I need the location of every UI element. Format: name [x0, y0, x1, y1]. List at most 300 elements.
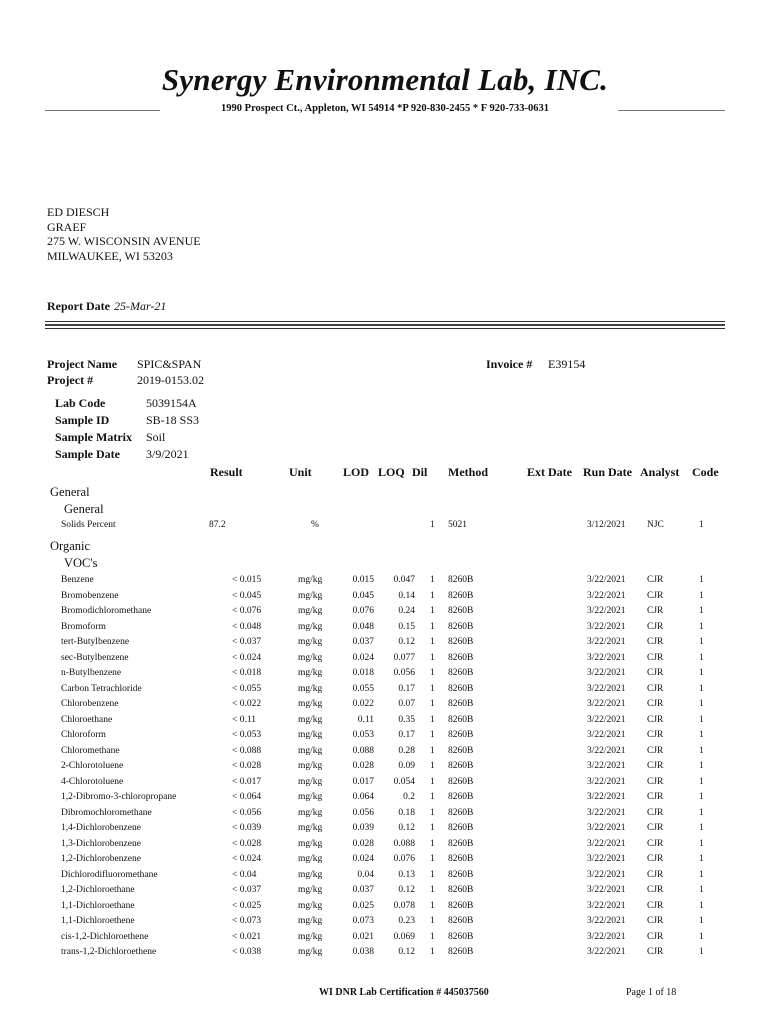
- table-row: [0, 761, 770, 777]
- code-value: 1: [699, 637, 704, 647]
- run-date-value: 3/22/2021: [587, 637, 626, 647]
- lod-value: 0.028: [352, 838, 374, 849]
- loq-value: 0.088: [393, 838, 415, 849]
- analyst-value: CJR: [647, 761, 664, 771]
- method-value: 8260B: [448, 637, 474, 647]
- result-value: 87.2: [209, 520, 226, 530]
- method-value: 8260B: [448, 683, 474, 694]
- unit-value: mg/kg: [298, 668, 323, 678]
- run-date-value: 3/22/2021: [587, 916, 626, 926]
- code-value: 1: [699, 916, 704, 926]
- sample-date-value: 3/9/2021: [146, 447, 189, 461]
- dil-value: 1: [430, 854, 435, 864]
- analyte-name: Dibromochloromethane: [61, 807, 152, 818]
- analyst-value: CJR: [647, 606, 664, 616]
- result-value: < 0.045: [232, 590, 262, 601]
- col-header-loq: LOQ: [378, 465, 405, 479]
- table-row: [0, 520, 770, 536]
- col-header-result: Result: [210, 465, 243, 479]
- unit-value: mg/kg: [298, 699, 323, 709]
- method-value: 8260B: [448, 730, 474, 740]
- category-general: General: [50, 485, 90, 499]
- unit-value: mg/kg: [298, 683, 323, 694]
- run-date-value: 3/22/2021: [587, 761, 626, 771]
- run-date-value: 3/22/2021: [587, 838, 626, 849]
- analyte-name: 1,2-Dichlorobenzene: [61, 854, 141, 864]
- result-value: < 0.017: [232, 776, 262, 787]
- result-value: < 0.021: [232, 931, 262, 942]
- table-row: [0, 901, 770, 917]
- method-value: 8260B: [448, 885, 474, 895]
- table-row: [0, 746, 770, 762]
- run-date-value: 3/22/2021: [587, 745, 626, 756]
- dil-value: 1: [430, 947, 435, 957]
- table-row: [0, 684, 770, 700]
- loq-value: 0.13: [398, 869, 415, 880]
- dil-value: 1: [430, 916, 435, 926]
- method-value: 8260B: [448, 761, 474, 771]
- loq-value: 0.069: [393, 931, 415, 942]
- lod-value: 0.073: [352, 916, 374, 926]
- loq-value: 0.12: [398, 823, 415, 833]
- run-date-value: 3/22/2021: [587, 730, 626, 740]
- table-row: [0, 715, 770, 731]
- unit-value: mg/kg: [298, 714, 323, 725]
- unit-value: mg/kg: [298, 776, 323, 787]
- analyte-name: Chloromethane: [61, 745, 120, 756]
- code-value: 1: [699, 652, 704, 663]
- run-date-value: 3/22/2021: [587, 776, 626, 787]
- lod-value: 0.048: [352, 621, 374, 632]
- analyst-value: CJR: [647, 792, 664, 802]
- result-value: < 0.024: [232, 854, 262, 864]
- unit-value: mg/kg: [298, 730, 323, 740]
- sample-date-label: Sample Date: [55, 447, 120, 461]
- client-city: MILWAUKEE, WI 53203: [47, 248, 173, 263]
- analyte-name: Chloroform: [61, 730, 106, 740]
- loq-value: 0.054: [393, 776, 415, 787]
- result-value: < 0.064: [232, 792, 262, 802]
- lod-value: 0.037: [352, 637, 374, 647]
- lod-value: 0.037: [352, 885, 374, 895]
- divider-middle: [45, 324, 725, 326]
- unit-value: mg/kg: [298, 761, 323, 771]
- analyte-name: Benzene: [61, 575, 94, 585]
- method-value: 8260B: [448, 807, 474, 818]
- lab-address: 1990 Prospect Ct., Appleton, WI 54914 *P 920-830-2455 * F 920-733-0631: [221, 103, 549, 114]
- analyte-name: sec-Butylbenzene: [61, 652, 129, 663]
- analyte-name: 1,3-Dichlorobenzene: [61, 838, 141, 849]
- analyst-value: CJR: [647, 823, 664, 833]
- loq-value: 0.14: [398, 590, 415, 601]
- loq-value: 0.047: [393, 575, 415, 585]
- project-number-value: 2019-0153.02: [137, 373, 204, 387]
- analyst-value: CJR: [647, 869, 664, 880]
- lod-value: 0.028: [352, 761, 374, 771]
- code-value: 1: [699, 699, 704, 709]
- loq-value: 0.12: [398, 885, 415, 895]
- method-value: 8260B: [448, 900, 474, 911]
- analyte-name: Bromobenzene: [61, 590, 119, 601]
- run-date-value: 3/12/2021: [587, 520, 626, 530]
- dil-value: 1: [430, 745, 435, 756]
- client-company: GRAEF: [47, 219, 87, 234]
- code-value: 1: [699, 714, 704, 725]
- analyte-name: Chlorobenzene: [61, 699, 119, 709]
- col-header-unit: Unit: [289, 465, 312, 479]
- sample-matrix-value: Soil: [146, 430, 166, 444]
- unit-value: mg/kg: [298, 792, 323, 802]
- result-value: < 0.039: [232, 823, 262, 833]
- dil-value: 1: [430, 761, 435, 771]
- dil-value: 1: [430, 683, 435, 694]
- table-row: [0, 575, 770, 591]
- unit-value: mg/kg: [298, 621, 323, 632]
- unit-value: mg/kg: [298, 652, 323, 663]
- table-row: [0, 885, 770, 901]
- table-row: [0, 591, 770, 607]
- run-date-value: 3/22/2021: [587, 575, 626, 585]
- method-value: 8260B: [448, 854, 474, 864]
- run-date-value: 3/22/2021: [587, 807, 626, 818]
- method-value: 8260B: [448, 823, 474, 833]
- loq-value: 0.078: [393, 900, 415, 911]
- loq-value: 0.12: [398, 947, 415, 957]
- dil-value: 1: [430, 823, 435, 833]
- method-value: 8260B: [448, 838, 474, 849]
- table-row: [0, 854, 770, 870]
- code-value: 1: [699, 838, 704, 849]
- code-value: 1: [699, 761, 704, 771]
- divider-bottom: [45, 328, 725, 329]
- lod-value: 0.064: [352, 792, 374, 802]
- dil-value: 1: [430, 900, 435, 911]
- loq-value: 0.24: [398, 606, 415, 616]
- lod-value: 0.11: [357, 714, 374, 725]
- dil-value: 1: [430, 668, 435, 678]
- run-date-value: 3/22/2021: [587, 606, 626, 616]
- unit-value: mg/kg: [298, 823, 323, 833]
- run-date-value: 3/22/2021: [587, 900, 626, 911]
- table-row: [0, 792, 770, 808]
- analyte-name: tert-Butylbenzene: [61, 637, 130, 647]
- unit-value: mg/kg: [298, 900, 323, 911]
- result-value: < 0.028: [232, 761, 262, 771]
- method-value: 8260B: [448, 621, 474, 632]
- col-header-run-date: Run Date: [583, 465, 633, 479]
- loq-value: 0.35: [398, 714, 415, 725]
- result-value: < 0.048: [232, 621, 262, 632]
- loq-value: 0.28: [398, 745, 415, 756]
- table-row: [0, 730, 770, 746]
- lod-value: 0.024: [352, 652, 374, 663]
- table-row: [0, 932, 770, 948]
- analyst-value: CJR: [647, 947, 664, 957]
- subcategory-vocs: VOC's: [64, 556, 98, 570]
- analyte-name: cis-1,2-Dichloroethene: [61, 931, 149, 942]
- lod-value: 0.025: [352, 900, 374, 911]
- dil-value: 1: [430, 590, 435, 601]
- loq-value: 0.076: [393, 854, 415, 864]
- analyst-value: CJR: [647, 807, 664, 818]
- result-value: < 0.018: [232, 668, 262, 678]
- table-row: [0, 699, 770, 715]
- result-value: < 0.015: [232, 575, 262, 585]
- analyte-name: 1,1-Dichloroethene: [61, 916, 135, 926]
- analyte-name: 4-Chlorotoluene: [61, 776, 124, 787]
- table-row: [0, 947, 770, 963]
- table-row: [0, 916, 770, 932]
- dil-value: 1: [430, 520, 435, 530]
- project-name-value: SPIC&SPAN: [137, 357, 202, 371]
- analyst-value: CJR: [647, 916, 664, 926]
- analyst-value: CJR: [647, 854, 664, 864]
- run-date-value: 3/22/2021: [587, 652, 626, 663]
- dil-value: 1: [430, 699, 435, 709]
- result-value: < 0.037: [232, 637, 262, 647]
- run-date-value: 3/22/2021: [587, 885, 626, 895]
- method-value: 8260B: [448, 668, 474, 678]
- analyst-value: CJR: [647, 699, 664, 709]
- table-row: [0, 622, 770, 638]
- unit-value: mg/kg: [298, 745, 323, 756]
- analyte-name: Bromodichloromethane: [61, 606, 152, 616]
- run-date-value: 3/22/2021: [587, 931, 626, 942]
- dil-value: 1: [430, 838, 435, 849]
- table-row: [0, 606, 770, 622]
- analyst-value: CJR: [647, 590, 664, 601]
- loq-value: 0.17: [398, 683, 415, 694]
- dil-value: 1: [430, 931, 435, 942]
- loq-value: 0.15: [398, 621, 415, 632]
- unit-value: mg/kg: [298, 606, 323, 616]
- result-value: < 0.073: [232, 916, 262, 926]
- method-value: 8260B: [448, 652, 474, 663]
- lab-certification: WI DNR Lab Certification # 445037560: [319, 987, 489, 998]
- lod-value: 0.04: [357, 869, 374, 880]
- analyst-value: CJR: [647, 714, 664, 725]
- code-value: 1: [699, 621, 704, 632]
- code-value: 1: [699, 931, 704, 942]
- loq-value: 0.07: [398, 699, 415, 709]
- client-street: 275 W. WISCONSIN AVENUE: [47, 234, 201, 248]
- report-date: [47, 299, 166, 314]
- code-value: 1: [699, 590, 704, 601]
- analyst-value: CJR: [647, 900, 664, 911]
- unit-value: mg/kg: [298, 575, 323, 585]
- code-value: 1: [699, 900, 704, 911]
- result-value: < 0.11: [232, 714, 257, 725]
- loq-value: 0.2: [403, 792, 415, 802]
- result-value: < 0.076: [232, 606, 262, 616]
- lab-code-value: 5039154A: [146, 396, 197, 410]
- analyte-name: 1,2-Dibromo-3-chloropropane: [61, 792, 177, 802]
- unit-value: mg/kg: [298, 885, 323, 895]
- lod-value: 0.045: [352, 590, 374, 601]
- run-date-value: 3/22/2021: [587, 714, 626, 725]
- dil-value: 1: [430, 807, 435, 818]
- analyst-value: CJR: [647, 637, 664, 647]
- loq-value: 0.077: [393, 652, 415, 663]
- code-value: 1: [699, 520, 704, 530]
- page-number: Page 1 of 18: [626, 987, 677, 998]
- sample-id-value: SB-18 SS3: [146, 413, 200, 427]
- table-row: [0, 823, 770, 839]
- method-value: 8260B: [448, 947, 474, 957]
- invoice-value: E39154: [548, 357, 586, 371]
- col-header-method: Method: [448, 465, 488, 479]
- code-value: 1: [699, 730, 704, 740]
- sample-matrix-label: Sample Matrix: [55, 430, 132, 444]
- analyst-value: CJR: [647, 776, 664, 787]
- code-value: 1: [699, 745, 704, 756]
- method-value: 8260B: [448, 776, 474, 787]
- col-header-code: Code: [692, 465, 719, 479]
- lod-value: 0.056: [352, 807, 374, 818]
- analyte-name: n-Butylbenzene: [61, 668, 122, 678]
- run-date-value: 3/22/2021: [587, 869, 626, 880]
- result-value: < 0.024: [232, 652, 262, 663]
- col-header-dil: Dil: [412, 465, 428, 479]
- code-value: 1: [699, 776, 704, 787]
- lab-name: Synergy Environmental Lab, INC.: [161, 62, 609, 97]
- result-value: < 0.04: [232, 869, 257, 880]
- code-value: 1: [699, 807, 704, 818]
- analyte-name: 1,2-Dichloroethane: [61, 885, 135, 895]
- analyst-value: CJR: [647, 730, 664, 740]
- dil-value: 1: [430, 637, 435, 647]
- dil-value: 1: [430, 885, 435, 895]
- dil-value: 1: [430, 714, 435, 725]
- report-date-label: Report Date: [47, 299, 110, 313]
- unit-value: mg/kg: [298, 838, 323, 849]
- table-row: [0, 777, 770, 793]
- lod-value: 0.021: [352, 931, 374, 942]
- lod-value: 0.038: [352, 947, 374, 957]
- unit-value: mg/kg: [298, 637, 323, 647]
- dil-value: 1: [430, 776, 435, 787]
- result-value: < 0.055: [232, 683, 262, 694]
- run-date-value: 3/22/2021: [587, 823, 626, 833]
- run-date-value: 3/22/2021: [587, 683, 626, 694]
- table-row: [0, 653, 770, 669]
- lab-code-label: Lab Code: [55, 396, 106, 410]
- lod-value: 0.024: [352, 854, 374, 864]
- code-value: 1: [699, 575, 704, 585]
- loq-value: 0.056: [393, 668, 415, 678]
- lod-value: 0.053: [352, 730, 374, 740]
- method-value: 8260B: [448, 916, 474, 926]
- method-value: 8260B: [448, 575, 474, 585]
- project-name-label: Project Name: [47, 357, 118, 371]
- run-date-value: 3/22/2021: [587, 590, 626, 601]
- loq-value: 0.18: [398, 807, 415, 818]
- analyst-value: CJR: [647, 838, 664, 849]
- unit-value: mg/kg: [298, 869, 323, 880]
- run-date-value: 3/22/2021: [587, 668, 626, 678]
- dil-value: 1: [430, 652, 435, 663]
- table-row: [0, 637, 770, 653]
- dil-value: 1: [430, 792, 435, 802]
- analyte-name: 2-Chlorotoluene: [61, 761, 124, 771]
- result-value: < 0.056: [232, 807, 262, 818]
- dil-value: 1: [430, 730, 435, 740]
- code-value: 1: [699, 668, 704, 678]
- dil-value: 1: [430, 575, 435, 585]
- dil-value: 1: [430, 606, 435, 616]
- col-header-ext-date: Ext Date: [527, 465, 572, 479]
- loq-value: 0.09: [398, 761, 415, 771]
- lod-value: 0.055: [352, 683, 374, 694]
- client-address-block: [47, 205, 201, 263]
- loq-value: 0.23: [398, 916, 415, 926]
- code-value: 1: [699, 823, 704, 833]
- method-value: 8260B: [448, 699, 474, 709]
- analyst-value: CJR: [647, 652, 664, 663]
- unit-value: mg/kg: [298, 947, 323, 957]
- code-value: 1: [699, 683, 704, 694]
- lod-value: 0.039: [352, 823, 374, 833]
- analyte-name: Bromoform: [61, 621, 106, 632]
- lod-value: 0.088: [352, 745, 374, 756]
- analyst-value: CJR: [647, 683, 664, 694]
- run-date-value: 3/22/2021: [587, 854, 626, 864]
- unit-value: mg/kg: [298, 854, 323, 864]
- analyte-name: 1,4-Dichlorobenzene: [61, 823, 141, 833]
- client-name: ED DIESCH: [47, 205, 110, 219]
- sample-id-label: Sample ID: [55, 413, 110, 427]
- lod-value: 0.076: [352, 606, 374, 616]
- lod-value: 0.015: [352, 575, 374, 585]
- col-header-analyst: Analyst: [640, 465, 680, 479]
- unit-value: mg/kg: [298, 590, 323, 601]
- code-value: 1: [699, 854, 704, 864]
- analyst-value: CJR: [647, 745, 664, 756]
- result-value: < 0.022: [232, 699, 262, 709]
- analyst-value: CJR: [647, 621, 664, 632]
- analyte-name: Carbon Tetrachloride: [61, 683, 142, 694]
- unit-value: mg/kg: [298, 931, 323, 942]
- result-value: < 0.025: [232, 900, 262, 911]
- analyst-value: CJR: [647, 931, 664, 942]
- run-date-value: 3/22/2021: [587, 699, 626, 709]
- analyte-name: Dichlorodifluoromethane: [61, 869, 158, 880]
- dil-value: 1: [430, 869, 435, 880]
- code-value: 1: [699, 869, 704, 880]
- analyst-value: CJR: [647, 885, 664, 895]
- lod-value: 0.022: [352, 699, 374, 709]
- category-organic: Organic: [50, 539, 91, 553]
- divider-top: [45, 321, 725, 322]
- analyst-value: CJR: [647, 575, 664, 585]
- loq-value: 0.12: [398, 637, 415, 647]
- result-value: < 0.037: [232, 885, 262, 895]
- subcategory-general: General: [64, 502, 104, 516]
- unit-value: %: [311, 520, 319, 530]
- analyte-name: 1,1-Dichloroethane: [61, 900, 135, 911]
- run-date-value: 3/22/2021: [587, 947, 626, 957]
- invoice-label: Invoice #: [486, 357, 533, 371]
- result-value: < 0.088: [232, 745, 262, 756]
- code-value: 1: [699, 947, 704, 957]
- method-value: 8260B: [448, 745, 474, 756]
- table-row: [0, 668, 770, 684]
- method-value: 8260B: [448, 931, 474, 942]
- lod-value: 0.017: [352, 776, 374, 787]
- method-value: 8260B: [448, 792, 474, 802]
- method-value: 5021: [448, 520, 467, 530]
- result-value: < 0.038: [232, 947, 262, 957]
